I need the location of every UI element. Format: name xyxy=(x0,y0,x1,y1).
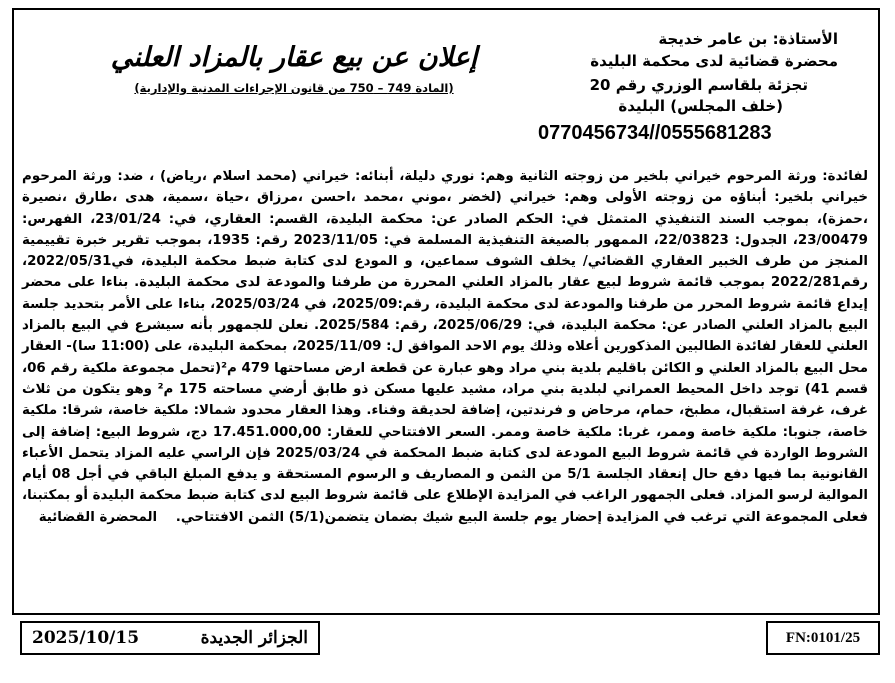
reference-box xyxy=(766,621,880,655)
newspaper-name: الجزائر الجديدة xyxy=(200,628,308,648)
address-line-2: (خلف المجلس) البليدة xyxy=(618,97,783,115)
bailiff-office: محضرة قضائية لدى محكمة البليدة xyxy=(590,52,838,70)
reference-number: FN:0101/25 xyxy=(785,629,861,646)
bailiff-header xyxy=(538,28,838,145)
notice-paragraph: لفائدة: ورثة المرحوم خيراني بلخير من زوجته الثانية وهم: نوري دليلة، أبنائه: خيراني (محمد اسلام ،رياض) ، ضد: ورثة المرحوم خيراني بلخير: أبناؤه من زوجته الأولى وهم: خيراني (لخضر ،موني ،محمد ،احسن ،مرزاق ،حياة ،سمية، هدى ،طارق ،نصيرة ،حمزة)، بموجب السند التنفيذي المتمثل في: الحكم الصادر عن: محكمة البليدة، القسم: العقاري، في: 23/01/24، الفهرس: 23/00479، الجدول: 22/03823، الممهور بالصيغة التنفيذية المسلمة في: 2023/11/05 رقم: 1935، بموجب تقرير خبرة تقييمية المنجز من طرف الخبير العقاري القضائي/ يخلف الشوف سماعين، و المودع لدى كتابة ضبط محكمة البليدة، في2022/05/31، رقم2022/281 بموجب قائمة شروط لبيع عقار بالمزاد العلني المحررة من طرفنا والمودعة لدى محكمة البليدة. بناءا على محضر إيداع قائمة شروط المحرر من طرفنا والمودعة لدى محكمة البليدة، رقم:2025/09، في 2025/03/24، بناءا على الأمر بتحديد جلسة البيع بالمزاد العلني الصادر عن: محكمة البليدة، في: 2025/06/29، رقم: 2025/584. نعلن للجمهور بأنه سيشرع في البيع بالمزاد العلني للعقار لفائدة الطالبين المذكورين أعلاه وذلك يوم الاحد الموافق ل: 2025/11/09، بمحكمة البليدة، على (11:00 سا)- العقار محل البيع بالمزاد العلني و الكائن باقليم بلدية بني مراد وهو عبارة عن قطعة ارض مساحتها 479 م²(تحمل مجموعة ملكية رقم 06، قسم 41) توجد داخل المحيط العمراني لبلدية بني مراد، مشيد عليها مسكن ذو طابق أرضي مساحته 175 م² وهو يتكون من ثلاث غرف، غرفة استقبال، مطبخ، حمام، مرحاض و فرندتين، إضافة لحديقة وفناء. وهذا العقار محدود شمالا: ملكية خاصة، شرقا: ملكية خاصة، جنوبا: ملكية خاصة وممر، غربا: ملكية خاصة وممر. السعر الافتتاحي للعقار: 17.451.000,00 دج، شروط البيع: إضافة إلى الشروط الواردة في قائمة شروط البيع المودعة لدى كتابة ضبط المحكمة في 2025/03/24 فإن الراسي عليه المزاد يتحمل الأعباء القانونية بما فيها دفع حال إنعقاد الجلسة 5/1 من الثمن و المصاريف و الرسوم المستحقة و يدفع المبلغ الباقي في أجل 08 أيام الموالية لرسو المزاد. فعلى الجمهور الراغب في المزايدة الإطلاع على قائمة شروط البيع لدى كتابة ضبط محكمة البليدة أو بمكتبنا، فعلى المجموعة التي ترغب في المزايدة إحضار يوم جلسة البيع شيك بضمان يتضمن(5/1) الثمن الافتتاحي. xyxy=(22,169,869,525)
publication-box xyxy=(20,621,320,655)
phone-numbers: 0770456734//0555681283 xyxy=(538,122,772,144)
notice-heading xyxy=(84,42,504,95)
signature: المحضرة القضائية xyxy=(38,509,158,525)
bailiff-name: الأستاذة: بن عامر خديجة xyxy=(658,30,838,48)
notice-body xyxy=(22,166,868,528)
legal-reference: (المادة 749 – 750 من قانون الإجراءات المدنية والإدارية) xyxy=(134,81,454,95)
notice-title: إعلان عن بيع عقار بالمزاد العلني xyxy=(110,42,478,73)
publication-date: 2025/10/15 xyxy=(32,628,140,648)
address-line-1: تجزئة بلقاسم الوزري رقم 20 xyxy=(589,76,808,94)
